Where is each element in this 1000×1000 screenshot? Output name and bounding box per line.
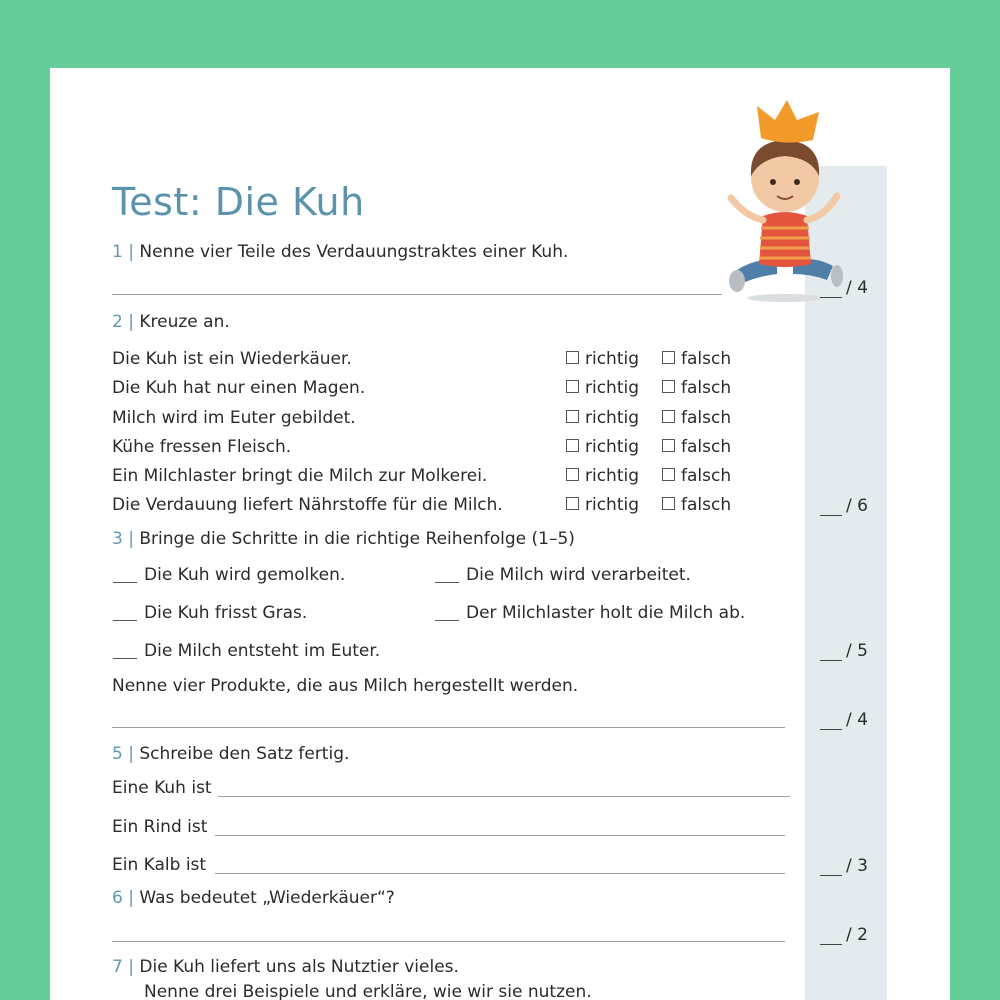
separator: | bbox=[128, 529, 134, 549]
answer-line[interactable] bbox=[215, 835, 785, 836]
order-blank[interactable] bbox=[435, 582, 459, 583]
step: Der Milchlaster holt die Milch ab. bbox=[466, 603, 746, 623]
order-blank[interactable] bbox=[113, 582, 137, 583]
question-number: 3 bbox=[112, 529, 123, 549]
checkbox-richtig[interactable]: richtig bbox=[566, 466, 639, 486]
checkbox-richtig[interactable]: richtig bbox=[566, 408, 639, 428]
order-blank[interactable] bbox=[435, 620, 459, 621]
question-text: Was bedeutet „Wiederkäuer“? bbox=[139, 888, 395, 908]
separator: | bbox=[128, 888, 134, 908]
checkbox-richtig[interactable]: richtig bbox=[566, 378, 639, 398]
checkbox-falsch[interactable]: falsch bbox=[662, 437, 731, 457]
score-q4: / 4 bbox=[820, 710, 868, 730]
question-6 bbox=[112, 888, 395, 908]
statement: Ein Milchlaster bringt die Milch zur Molkerei. bbox=[112, 466, 488, 486]
order-blank[interactable] bbox=[113, 620, 137, 621]
checkbox-richtig[interactable]: richtig bbox=[566, 495, 639, 515]
statement: Kühe fressen Fleisch. bbox=[112, 437, 292, 457]
separator: | bbox=[128, 312, 134, 332]
statement: Die Kuh ist ein Wiederkäuer. bbox=[112, 349, 352, 369]
question-4: Nenne vier Produkte, die aus Milch hergestellt werden. bbox=[112, 676, 579, 696]
sentence-start: Eine Kuh ist bbox=[112, 778, 212, 798]
question-number: 6 bbox=[112, 888, 123, 908]
question-5 bbox=[112, 744, 349, 764]
answer-line[interactable] bbox=[215, 873, 785, 874]
sentence-start: Ein Rind ist bbox=[112, 817, 208, 837]
question-text: Schreibe den Satz fertig. bbox=[139, 744, 350, 764]
order-blank[interactable] bbox=[113, 658, 137, 659]
page-title: Test: Die Kuh bbox=[112, 180, 365, 224]
question-text: Nenne vier Teile des Verdauungstraktes einer Kuh. bbox=[139, 242, 569, 262]
question-3 bbox=[112, 529, 575, 549]
score-q3: / 5 bbox=[820, 641, 868, 661]
step: Die Kuh frisst Gras. bbox=[144, 603, 308, 623]
score-q5: / 3 bbox=[820, 856, 868, 876]
score-q1: / 4 bbox=[820, 278, 868, 298]
question-1 bbox=[112, 242, 568, 262]
answer-line[interactable] bbox=[112, 727, 785, 728]
step: Die Milch entsteht im Euter. bbox=[144, 641, 381, 661]
worksheet bbox=[50, 68, 950, 1000]
checkbox-falsch[interactable]: falsch bbox=[662, 408, 731, 428]
boy-illustration bbox=[715, 98, 850, 308]
question-text-continued: Nenne drei Beispiele und erkläre, wie wir sie nutzen. bbox=[144, 982, 592, 1000]
score-q2: / 6 bbox=[820, 496, 868, 516]
answer-line[interactable] bbox=[112, 294, 722, 295]
question-2 bbox=[112, 312, 230, 332]
checkbox-falsch[interactable]: falsch bbox=[662, 378, 731, 398]
score-q6: / 2 bbox=[820, 925, 868, 945]
question-text: Bringe die Schritte in die richtige Reihenfolge (1–5) bbox=[139, 529, 575, 549]
separator: | bbox=[128, 744, 134, 764]
separator: | bbox=[128, 957, 134, 977]
answer-line[interactable] bbox=[112, 941, 785, 942]
checkbox-richtig[interactable]: richtig bbox=[566, 349, 639, 369]
question-number: 7 bbox=[112, 957, 123, 977]
checkbox-falsch[interactable]: falsch bbox=[662, 495, 731, 515]
question-number: 2 bbox=[112, 312, 123, 332]
step: Die Milch wird verarbeitet. bbox=[466, 565, 691, 585]
step: Die Kuh wird gemolken. bbox=[144, 565, 346, 585]
checkbox-falsch[interactable]: falsch bbox=[662, 466, 731, 486]
sentence-start: Ein Kalb ist bbox=[112, 855, 207, 875]
answer-line[interactable] bbox=[218, 796, 790, 797]
checkbox-richtig[interactable]: richtig bbox=[566, 437, 639, 457]
statement: Die Kuh hat nur einen Magen. bbox=[112, 378, 366, 398]
question-text: Die Kuh liefert uns als Nutztier vieles. bbox=[139, 957, 459, 977]
question-7 bbox=[112, 957, 459, 977]
question-number: 1 bbox=[112, 242, 123, 262]
question-number: 5 bbox=[112, 744, 123, 764]
statement: Die Verdauung liefert Nährstoffe für die Milch. bbox=[112, 495, 503, 515]
question-text: Kreuze an. bbox=[139, 312, 230, 332]
checkbox-falsch[interactable]: falsch bbox=[662, 349, 731, 369]
separator: | bbox=[128, 242, 134, 262]
statement: Milch wird im Euter gebildet. bbox=[112, 408, 356, 428]
